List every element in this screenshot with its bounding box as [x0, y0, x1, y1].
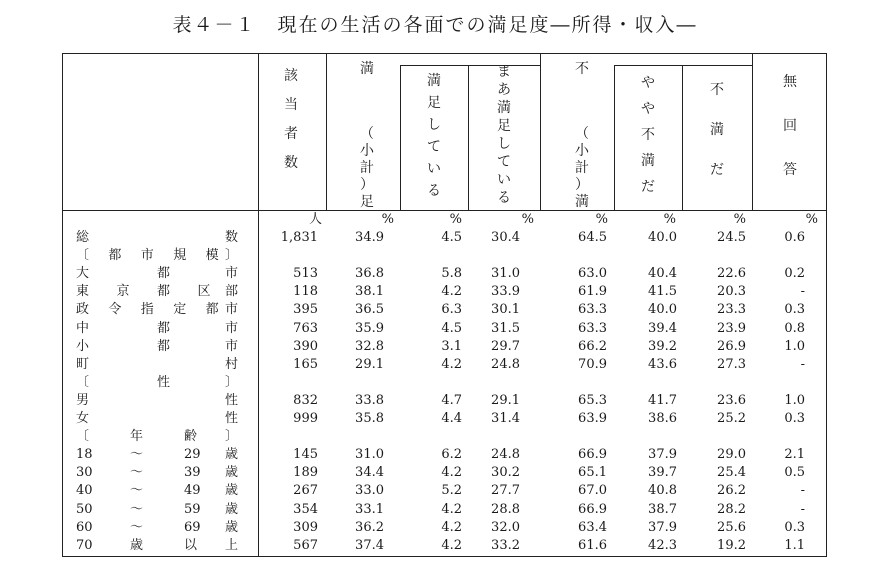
table-row: [0, 519, 870, 537]
table-cell: 36.5: [355, 302, 384, 318]
row-label-part: 60: [76, 519, 93, 535]
header-char: や: [641, 75, 655, 91]
table-cell: 0.6: [784, 230, 805, 245]
header-char: 満: [497, 100, 511, 116]
row-label-part: 〕: [224, 429, 238, 445]
table-cell: 65.1: [578, 465, 607, 481]
table-cell: 0.3: [784, 519, 805, 535]
row-label: [76, 374, 246, 392]
table-cell: 19.2: [717, 537, 746, 553]
header-char: だ: [641, 179, 655, 195]
unit-label: 人: [308, 212, 322, 227]
header-char: （: [360, 126, 374, 142]
table-cell: 36.2: [355, 519, 384, 535]
header-char: い: [427, 161, 441, 177]
table-cell: 999: [293, 411, 318, 426]
table-cell: 4.2: [441, 501, 462, 517]
header-char: 不: [575, 61, 589, 77]
table-cell: 61.9: [578, 284, 607, 300]
header-char: ）: [360, 177, 374, 193]
header-char: 不: [641, 127, 655, 143]
unit-label: %: [805, 212, 818, 227]
table-cell: 32.0: [491, 519, 520, 535]
table-row: [0, 464, 870, 482]
header-char: 満: [575, 194, 589, 210]
row-label-part: 京: [116, 284, 130, 300]
row-label-part: 中: [76, 320, 90, 336]
table-cell: 0.5: [784, 465, 805, 481]
table-cell: 38.6: [648, 411, 677, 426]
table-cell: 37.9: [648, 519, 677, 535]
row-label-part: 市: [224, 338, 238, 354]
header-char: 足: [497, 118, 511, 134]
header-divider: [540, 53, 541, 211]
header-char: 計: [360, 160, 374, 176]
header-char: 小: [575, 143, 589, 159]
table-cell: 30.1: [491, 302, 520, 318]
table-cell: 35.8: [355, 411, 384, 426]
table-cell: 4.2: [441, 519, 462, 535]
row-label: [76, 482, 246, 500]
row-label-part: 歳: [224, 501, 238, 517]
table-cell: 1.1: [784, 537, 805, 553]
row-label-part: 上: [224, 537, 238, 553]
table-cell: 4.5: [441, 230, 462, 245]
header-char: し: [497, 136, 511, 152]
table-cell: 4.2: [441, 356, 462, 372]
row-label-part: 女: [76, 411, 90, 426]
table-cell: 513: [293, 266, 318, 282]
header-char: 満: [360, 61, 374, 77]
table-cell: 1.0: [784, 338, 805, 354]
header-rather-satisfied: [494, 63, 514, 207]
table-cell: 567: [293, 537, 318, 553]
table-cell: 63.4: [578, 519, 607, 535]
table-row: [0, 428, 870, 446]
table-cell: 66.9: [578, 447, 607, 463]
table-cell: 3.1: [441, 338, 462, 354]
table-cell: 65.3: [578, 392, 607, 408]
table-cell: 29.1: [491, 392, 520, 408]
row-label-part: 歳: [130, 537, 144, 553]
unit-label: %: [521, 212, 534, 227]
header-char: て: [497, 154, 511, 170]
table-cell: 0.3: [784, 302, 805, 318]
header-char: 不: [710, 82, 724, 98]
table-cell: 30.2: [491, 465, 520, 481]
table-cell: 4.7: [441, 392, 462, 408]
row-label: [76, 338, 246, 356]
header-no-answer: [780, 60, 800, 192]
row-label-part: 齢: [184, 429, 198, 445]
row-label: [76, 283, 246, 301]
table-cell: 4.5: [441, 320, 462, 336]
header-char: 計: [575, 160, 589, 176]
table-cell: 37.4: [355, 537, 384, 553]
table-cell: 33.9: [491, 284, 520, 300]
table-cell: 6.3: [441, 302, 462, 318]
table-cell: 33.2: [491, 537, 520, 553]
row-label-part: 49: [184, 483, 201, 499]
table-cell: 35.9: [355, 320, 384, 336]
table-cell: 27.7: [491, 483, 520, 499]
row-label-part: 市: [224, 320, 238, 336]
header-char: 者: [284, 126, 298, 142]
header-char: あ: [497, 82, 511, 98]
table-cell: 37.9: [648, 447, 677, 463]
row-label: [76, 519, 246, 537]
table-cell: -: [800, 356, 805, 372]
row-label-part: 数: [224, 230, 238, 245]
table-cell: 24.8: [491, 447, 520, 463]
table-row: [0, 410, 870, 428]
table-cell: 4.2: [441, 284, 462, 300]
table-cell: 28.8: [491, 501, 520, 517]
table-cell: 28.2: [717, 501, 746, 517]
table-cell: 38.1: [355, 284, 384, 300]
row-label-part: 小: [76, 338, 90, 354]
table-cell: 27.3: [717, 356, 746, 372]
table-cell: 1.0: [784, 392, 805, 408]
row-label-part: 70: [76, 537, 93, 553]
row-label-part: 歳: [224, 447, 238, 463]
table-cell: 24.8: [491, 356, 520, 372]
header-char: て: [427, 139, 441, 155]
unit-label: %: [733, 212, 746, 227]
table-cell: 6.2: [441, 447, 462, 463]
table-cell: 32.8: [355, 338, 384, 354]
row-label-part: 39: [184, 465, 201, 481]
row-label-part: 都: [108, 248, 122, 264]
table-cell: 25.6: [717, 519, 746, 535]
header-char: 無: [783, 74, 797, 90]
header-char: だ: [710, 162, 724, 178]
header-char: 該: [284, 68, 298, 84]
header-char: （: [575, 126, 589, 142]
header-divider: [400, 65, 401, 211]
unit-label: %: [381, 212, 394, 227]
header-char: 満: [427, 73, 441, 89]
header-char: る: [427, 183, 441, 199]
row-label-part: 市: [140, 248, 154, 264]
row-label-part: 都: [157, 338, 171, 354]
table-cell: -: [800, 284, 805, 300]
table-title: 表４－１ 現在の生活の各面での満足度―所得・収入―: [172, 14, 698, 36]
table-cell: 2.1: [784, 447, 805, 463]
row-label-part: 29: [184, 447, 201, 463]
table-cell: 30.4: [491, 230, 520, 245]
table-cell: 189: [293, 465, 318, 481]
table-cell: 165: [293, 356, 318, 372]
header-subrule: [400, 65, 541, 66]
header-subrule: [614, 65, 753, 66]
table-cell: 26.2: [717, 483, 746, 499]
table-cell: 31.5: [491, 320, 520, 336]
table-cell: 29.1: [355, 356, 384, 372]
row-label-part: 性: [224, 411, 238, 426]
table-top-border: [62, 53, 827, 54]
row-label-part: 市: [224, 302, 238, 318]
table-cell: 41.7: [648, 392, 677, 408]
table-cell: 4.2: [441, 537, 462, 553]
row-label-part: 政: [76, 302, 90, 318]
table-cell: 67.0: [578, 483, 607, 499]
row-label-part: 都: [205, 302, 219, 318]
table-cell: 63.0: [578, 266, 607, 282]
table-cell: 390: [293, 338, 318, 354]
table-cell: 0.2: [784, 266, 805, 282]
table-cell: 34.4: [355, 465, 384, 481]
table-cell: 63.3: [578, 320, 607, 336]
row-label-part: 性: [157, 374, 171, 390]
table-cell: 267: [293, 483, 318, 499]
row-label: [76, 247, 246, 265]
table-cell: 43.6: [648, 356, 677, 372]
table-cell: 24.5: [717, 230, 746, 245]
row-label: [76, 410, 246, 428]
table-row: [0, 537, 870, 555]
table-cell: 36.8: [355, 266, 384, 282]
table-row: [0, 283, 870, 301]
table-cell: 33.8: [355, 392, 384, 408]
header-char: 足: [427, 95, 441, 111]
row-label-part: 歳: [224, 519, 238, 535]
header-rather-dissatisfied: [638, 70, 658, 200]
table-row: [0, 338, 870, 356]
table-cell: 0.8: [784, 320, 805, 336]
row-label-part: 歳: [224, 483, 238, 499]
header-divider: [682, 65, 683, 211]
row-label: [76, 392, 246, 410]
row-label: [76, 356, 246, 374]
table-cell: 309: [293, 519, 318, 535]
row-label-part: 都: [157, 320, 171, 336]
table-row: [0, 356, 870, 374]
table-cell: 61.6: [578, 537, 607, 553]
table-cell: 40.0: [648, 302, 677, 318]
table-cell: 832: [293, 392, 318, 408]
table-cell: -: [800, 501, 805, 517]
table-cell: 23.3: [717, 302, 746, 318]
table-cell: 25.4: [717, 465, 746, 481]
table-cell: 23.9: [717, 320, 746, 336]
table-cell: 41.5: [648, 284, 677, 300]
row-label: [76, 320, 246, 338]
table-cell: 63.9: [578, 411, 607, 426]
table-cell: 42.3: [648, 537, 677, 553]
row-label-part: 指: [140, 302, 154, 318]
row-label-part: 市: [224, 266, 238, 282]
unit-label: %: [663, 212, 676, 227]
row-label-part: 〔: [76, 429, 90, 445]
header-char: し: [427, 117, 441, 133]
row-label-part: 区: [197, 284, 211, 300]
table-cell: 22.6: [717, 266, 746, 282]
header-char: 満: [710, 122, 724, 138]
table-cell: 5.2: [441, 483, 462, 499]
row-label-part: 男: [76, 392, 90, 408]
row-label: [76, 464, 246, 482]
row-label: [76, 229, 246, 247]
table-cell: 66.9: [578, 501, 607, 517]
row-label-part: ～: [130, 447, 144, 463]
row-label: [76, 428, 246, 446]
table-cell: 29.0: [717, 447, 746, 463]
row-label: [76, 265, 246, 283]
row-label: [76, 446, 246, 464]
table-row: [0, 482, 870, 500]
row-label-part: 都: [157, 284, 171, 300]
table-bottom-border: [62, 556, 827, 557]
row-label-part: 50: [76, 501, 93, 517]
table-row: [0, 374, 870, 392]
table-cell: 23.6: [717, 392, 746, 408]
table-cell: 31.4: [491, 411, 520, 426]
table-cell: 4.4: [441, 411, 462, 426]
table-row: [0, 229, 870, 247]
table-cell: 26.9: [717, 338, 746, 354]
header-divider: [468, 65, 469, 211]
header-char: 足: [360, 194, 374, 210]
header-char: や: [641, 101, 655, 117]
row-label-part: 村: [224, 356, 238, 372]
table-row: [0, 247, 870, 265]
header-divider: [752, 53, 753, 211]
header-divider: [326, 53, 327, 211]
table-cell: 40.8: [648, 483, 677, 499]
row-label-part: 〔: [76, 374, 90, 390]
table-cell: 31.0: [491, 266, 520, 282]
header-char: 答: [783, 162, 797, 178]
row-label-part: ～: [130, 465, 144, 481]
row-label-part: 総: [76, 230, 90, 245]
row-label-part: 18: [76, 447, 93, 463]
row-label: [76, 537, 246, 555]
table-cell: 70.9: [578, 356, 607, 372]
table-cell: 31.0: [355, 447, 384, 463]
row-label-part: 歳: [224, 465, 238, 481]
header-char: ）: [575, 177, 589, 193]
table-cell: 29.7: [491, 338, 520, 354]
table-row: [0, 265, 870, 283]
table-cell: 4.2: [441, 465, 462, 481]
row-label-part: 町: [76, 356, 90, 372]
row-label-part: 定: [173, 302, 187, 318]
row-label-part: 大: [76, 266, 90, 282]
header-satisfied-total-top: [357, 58, 377, 80]
header-satisfied: [424, 70, 444, 202]
row-label-part: ～: [130, 501, 144, 517]
table-row: [0, 392, 870, 410]
table-cell: 395: [293, 302, 318, 318]
table-cell: 354: [293, 501, 318, 517]
row-label-part: 東: [76, 284, 90, 300]
table-cell: 25.2: [717, 411, 746, 426]
unit-label: %: [595, 212, 608, 227]
row-label-part: 〕: [224, 248, 238, 264]
table-cell: 39.2: [648, 338, 677, 354]
row-label-part: 30: [76, 465, 93, 481]
row-label-part: 59: [184, 501, 201, 517]
header-char: る: [497, 190, 511, 206]
table-cell: 20.3: [717, 284, 746, 300]
table-cell: 38.7: [648, 501, 677, 517]
table-cell: 34.9: [355, 230, 384, 245]
row-label: [76, 301, 246, 319]
table-cell: 40.0: [648, 230, 677, 245]
table-cell: -: [800, 483, 805, 499]
row-label-part: 規: [173, 248, 187, 264]
table-row: [0, 446, 870, 464]
table-cell: 118: [293, 284, 318, 300]
table-cell: 5.8: [441, 266, 462, 282]
table-row: [0, 320, 870, 338]
header-respondents: [281, 62, 301, 178]
row-label-part: 性: [224, 392, 238, 408]
row-label-part: 以: [184, 537, 198, 553]
header-divider: [614, 65, 615, 211]
row-label-part: 都: [157, 266, 171, 282]
header-char: ま: [497, 64, 511, 80]
table-cell: 39.7: [648, 465, 677, 481]
row-label-part: ～: [130, 483, 144, 499]
table-cell: 64.5: [578, 230, 607, 245]
table-cell: 1,831: [280, 230, 318, 245]
row-label: [76, 501, 246, 519]
header-char: 満: [641, 153, 655, 169]
table-cell: 145: [293, 447, 318, 463]
row-label-part: ～: [130, 519, 144, 535]
table-cell: 39.4: [648, 320, 677, 336]
table-row: [0, 501, 870, 519]
header-char: い: [497, 172, 511, 188]
row-label-part: 部: [224, 284, 238, 300]
header-char: 当: [284, 97, 298, 113]
header-char: 数: [284, 155, 298, 171]
unit-label: %: [449, 212, 462, 227]
row-label-part: 〔: [76, 248, 90, 264]
table-cell: 0.3: [784, 411, 805, 426]
row-label-part: 令: [108, 302, 122, 318]
table-row: [0, 301, 870, 319]
row-label-part: 〕: [224, 374, 238, 390]
table-cell: 763: [293, 320, 318, 336]
header-dissatisfied-total-bottom: [572, 126, 592, 211]
table-cell: 33.1: [355, 501, 384, 517]
table-cell: 63.3: [578, 302, 607, 318]
table-cell: 66.2: [578, 338, 607, 354]
header-dissatisfied-total-top: [572, 58, 592, 80]
row-label-part: 40: [76, 483, 93, 499]
table-cell: 40.4: [648, 266, 677, 282]
header-char: 回: [783, 118, 797, 134]
header-dissatisfied: [707, 70, 727, 190]
row-label-part: 年: [130, 429, 144, 445]
row-label-part: 69: [184, 519, 201, 535]
header-satisfied-total-bottom: [357, 126, 377, 211]
table-cell: 33.0: [355, 483, 384, 499]
row-label-part: 模: [205, 248, 219, 264]
header-char: 小: [360, 143, 374, 159]
